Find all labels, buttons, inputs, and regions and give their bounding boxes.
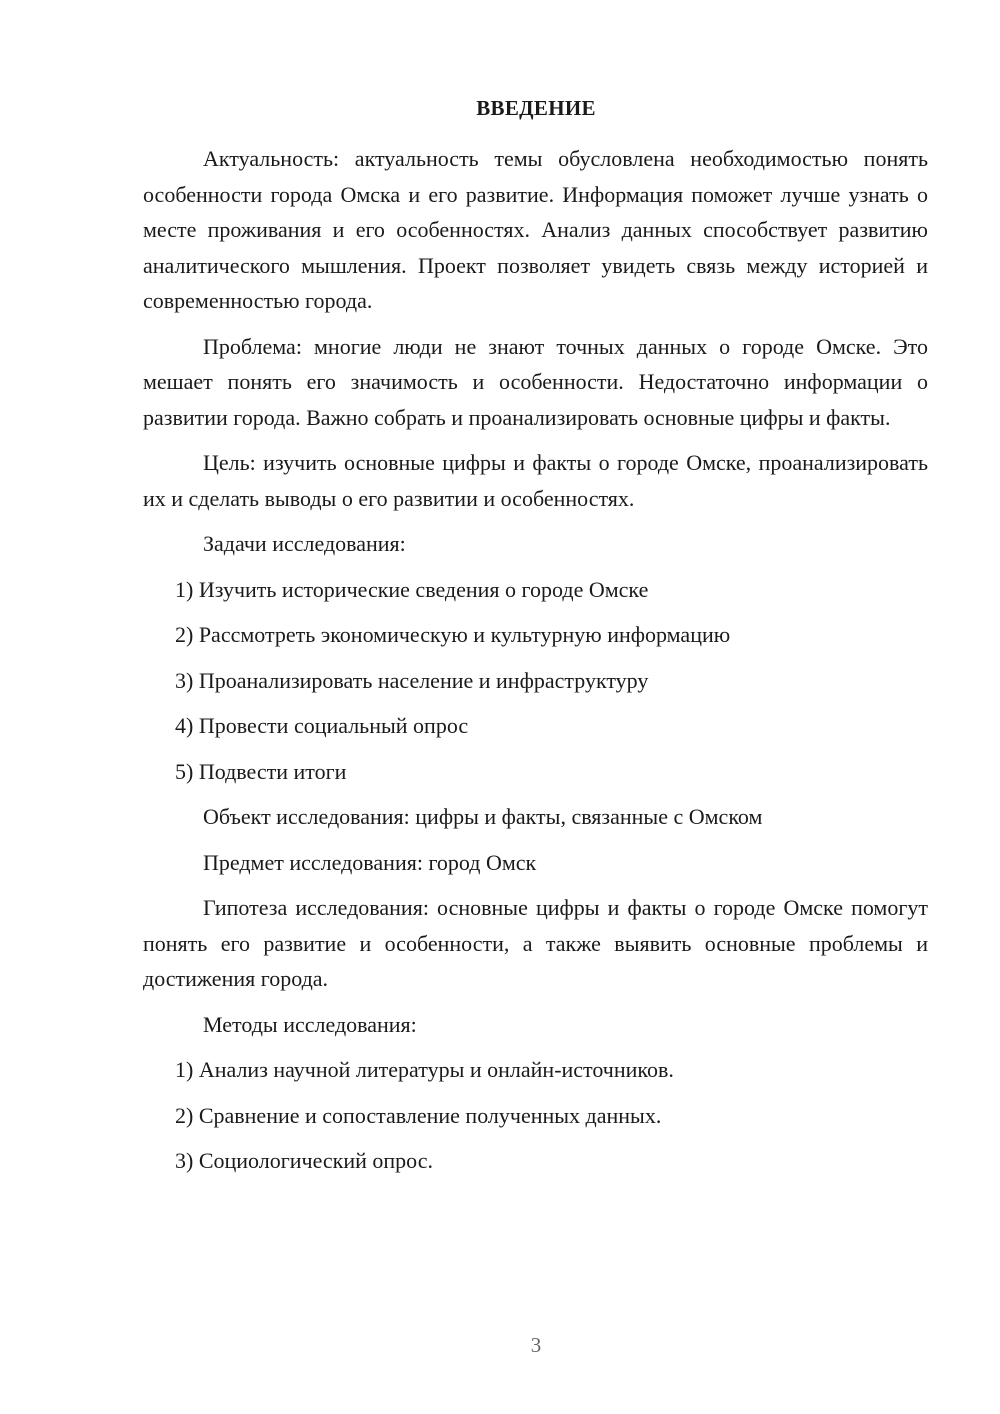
hypothesis-paragraph: Гипотеза исследования: основные цифры и факты о городе Омске помогут понять его развитие и особенности, а также выявить основные проблемы и достижения города. [143,895,928,991]
actuality-paragraph: Актуальность: актуальность темы обусловлена необходимостью понять особенности города Омска и его развитие. Информация поможет лучше узнать о месте проживания и его особенностях. Анализ данных способствует развитию аналитического мышления. Проект позволяет увидеть связь между историей и современностью города. [143,146,928,313]
research-subject: Предмет исследования: город Омск [203,849,537,875]
tasks-title: Задачи исследования: [203,531,406,556]
task-item: 2) Рассмотреть экономическую и культурную информацию [175,622,731,647]
method-item: 3) Социологический опрос. [175,1148,433,1173]
problem-paragraph: Проблема: многие люди не знают точных данных о городе Омске. Это мешает понять его значимость и особенности. Недостаточно информации о развитии города. Важно собрать и проанализировать основные цифры и факты. [143,333,928,430]
goal-paragraph: Цель: изучить основные цифры и факты о городе Омске, проанализировать их и сделать выводы о его развитии и особенностях. [143,450,928,511]
task-item: 5) Подвести итоги [175,758,347,784]
task-item: 4) Провести социальный опрос [175,713,469,738]
research-object: Объект исследования: цифры и факты, связанные с Омском [203,804,763,829]
task-item: 3) Проанализировать население и инфраструктуру [175,667,649,693]
page-heading: ВВЕДЕНИЕ [476,96,596,120]
task-item: 1) Изучить исторические сведения о городе Омске [175,576,649,602]
page-number: 3 [530,1333,542,1357]
page-body [143,141,928,1189]
method-item: 2) Сравнение и сопоставление полученных данных. [175,1102,662,1128]
methods-title: Методы исследования: [203,1011,417,1037]
method-item: 1) Анализ научной литературы и онлайн-источников. [175,1057,674,1082]
